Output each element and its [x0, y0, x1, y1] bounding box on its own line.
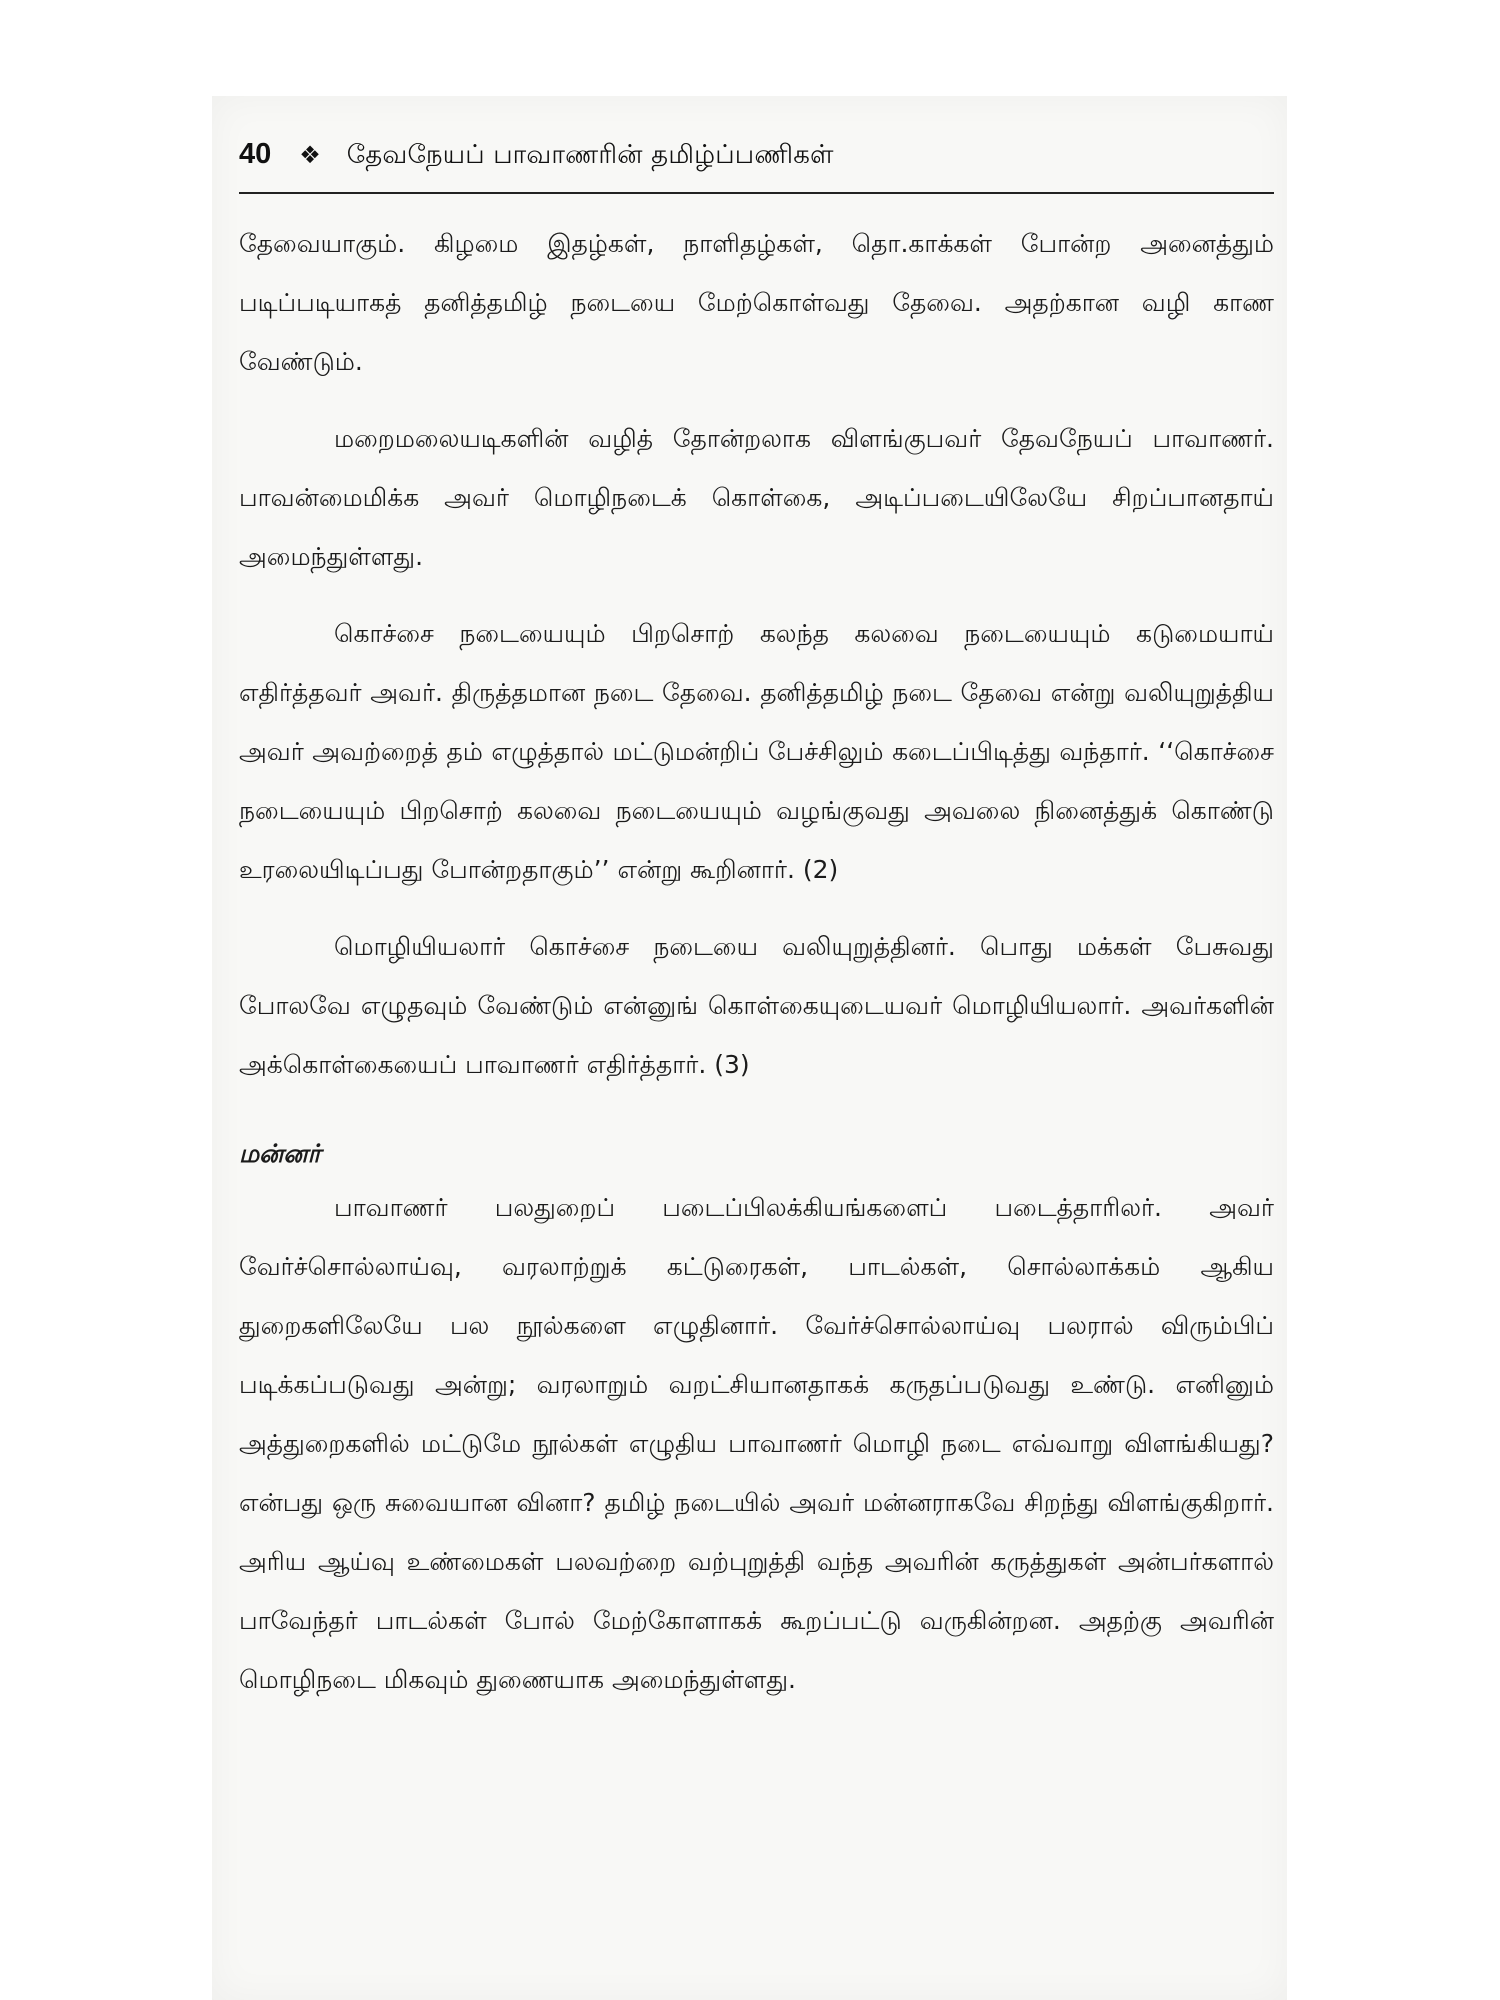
diamond-ornament-icon: ❖: [299, 141, 321, 169]
paragraph: மொழியியலார் கொச்சை நடையை வலியுறுத்தினர். பொது மக்கள் பேசுவது போலவே எழுதவும் வேண்டும் என்னுங் கொள்கையுடையவர் மொழியியலார். அவர்களின் அக்கொள்கையைப் பாவாணர் எதிர்த்தார். (3): [239, 932, 1274, 1079]
running-header: [239, 138, 1274, 173]
page-number: 40: [239, 138, 272, 170]
paragraph: பாவாணர் பலதுறைப் படைப்பிலக்கியங்களைப் படைத்தாரிலர். அவர் வேர்ச்சொல்லாய்வு, வரலாற்றுக் கட்டுரைகள், பாடல்கள், சொல்லாக்கம் ஆகிய துறைகளிலேயே பல நூல்களை எழுதினார். வேர்ச்சொல்லாய்வு பலரால் விரும்பிப் படிக்கப்படுவது அன்று; வரலாறும் வறட்சியானதாகக் கருதப்படுவது உண்டு. எனினும் அத்துறைகளில் மட்டுமே நூல்கள் எழுதிய பாவாணர் மொழி நடை எவ்வாறு விளங்கியது? என்பது ஒரு சுவையான வினா? தமிழ் நடையில் அவர் மன்னராகவே சிறந்து விளங்குகிறார். அரிய ஆய்வு உண்மைகள் பலவற்றை வற்புறுத்தி வந்த அவரின் கருத்துகள் அன்பர்களால் பாவேந்தர் பாடல்கள் போல் மேற்கோளாகக் கூறப்பட்டு வருகின்றன. அதற்கு அவரின் மொழிநடை மிகவும் துணையாக அமைந்துள்ளது.: [239, 1193, 1274, 1694]
paragraph: மறைமலையடிகளின் வழித் தோன்றலாக விளங்குபவர் தேவநேயப் பாவாணர். பாவன்மைமிக்க அவர் மொழிநடைக் கொள்கை, அடிப்படையிலேயே சிறப்பானதாய் அமைந்துள்ளது.: [239, 424, 1274, 571]
page-body: [239, 214, 1274, 1709]
paragraph: கொச்சை நடையையும் பிறசொற் கலந்த கலவை நடையையும் கடுமையாய் எதிர்த்தவர் அவர். திருத்தமான நடை தேவை. தனித்தமிழ் நடை தேவை என்று வலியுறுத்திய அவர் அவற்றைத் தம் எழுத்தால் மட்டுமன்றிப் பேச்சிலும் கடைப்பிடித்து வந்தார். ‘‘கொச்சை நடையையும் பிறசொற் கலவை நடையையும் வழங்குவது அவலை நினைத்துக் கொண்டு உரலையிடிப்பது போன்றதாகும்’’ என்று கூறினார். (2): [239, 619, 1274, 884]
header-rule: [239, 192, 1274, 194]
section-heading: மன்னர்: [239, 1139, 321, 1168]
book-page: [212, 96, 1287, 2000]
paragraph: தேவையாகும். கிழமை இதழ்கள், நாளிதழ்கள், தொ.காக்கள் போன்ற அனைத்தும் படிப்படியாகத் தனித்தமிழ் நடையை மேற்கொள்வது தேவை. அதற்கான வழி காண வேண்டும்.: [239, 229, 1274, 376]
book-title: தேவநேயப் பாவாணரின் தமிழ்ப்பணிகள்: [346, 140, 834, 170]
